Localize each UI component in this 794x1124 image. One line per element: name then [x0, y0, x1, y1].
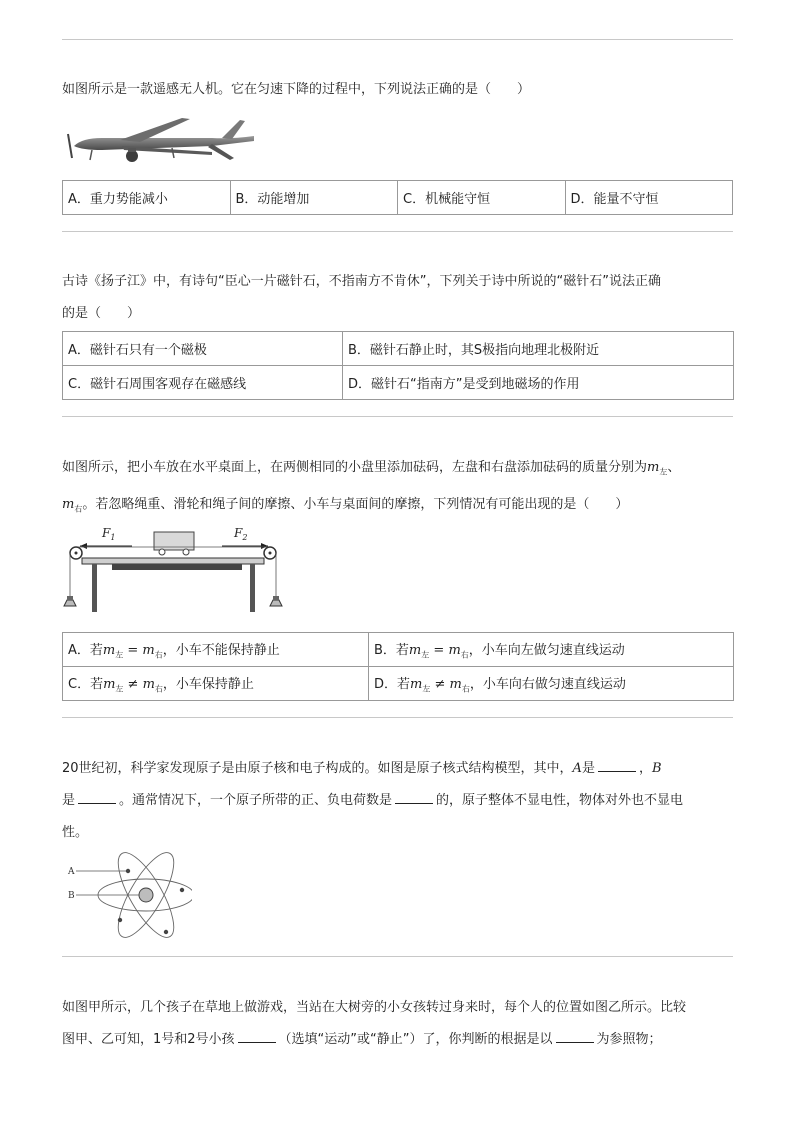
divider: [62, 717, 733, 718]
question-2-stem-line2: 的是（ ）: [62, 306, 141, 321]
question-2-options: [62, 331, 734, 400]
option-c[interactable]: C．磁针石周围客观存在磁感线: [63, 366, 343, 400]
question-2-stem: [62, 266, 734, 330]
force-label-f1: $F_1$: [102, 526, 116, 542]
question-2-stem-line1: 古诗《扬子江》中，有诗句“臣心一片磁针石，不指南方不肯休”，下列关于诗中所说的“磁针石”说法正确: [62, 274, 661, 289]
question-5-line2: 图甲、乙可知，1号和2号小孩 （选填“运动”或“静止”）了，你判断的根据是以 为参照物；: [62, 1024, 734, 1056]
divider: [62, 231, 733, 232]
question-3-stem-line1: 如图所示，把小车放在水平桌面上，在两侧相同的小盘里添加砝码，左盘和右盘添加砝码的质量分别为$m_左$、: [62, 460, 681, 477]
option-b[interactable]: B．动能增加: [230, 181, 398, 215]
option-b[interactable]: B．若$m_左 = m_右$，小车向左做匀速直线运动: [369, 633, 734, 667]
question-1-options: [62, 180, 733, 215]
atom-model-diagram: [62, 850, 192, 944]
option-c[interactable]: C．若$m_左 \ne m_右$，小车保持静止: [63, 667, 369, 701]
option-a[interactable]: A．重力势能减小: [63, 181, 231, 215]
mass-right: $m_右$: [62, 496, 83, 514]
option-d[interactable]: D．能量不守恒: [565, 181, 733, 215]
divider: [62, 956, 733, 957]
option-d[interactable]: D．磁针石“指南方”是受到地磁场的作用: [343, 366, 734, 400]
blank-1[interactable]: [598, 757, 636, 772]
blank-2[interactable]: [78, 789, 116, 804]
atom-label-b: B: [68, 891, 75, 901]
question-1-stem: 如图所示是一款遥感无人机。它在匀速下降的过程中，下列说法正确的是（ ）: [62, 82, 531, 97]
question-5-line1: 如图甲所示，几个孩子在草地上做游戏，当站在大树旁的小女孩转过身来时，每个人的位置如图乙所示。比较: [62, 1000, 687, 1015]
question-3-options: [62, 632, 734, 701]
force-label-f2: $F_2$: [234, 526, 248, 542]
blank-3[interactable]: [395, 789, 433, 804]
question-4-line3: 性。: [62, 825, 89, 840]
divider: [62, 416, 733, 417]
option-b[interactable]: B．磁针石静止时，其S极指向地理北极附近: [343, 332, 734, 366]
divider: [62, 39, 733, 40]
question-4-line1: 20世纪初，科学家发现原子是由原子核和电子构成的。如图是原子核式结构模型，其中，A是 ，B: [62, 753, 734, 785]
drone-image: [62, 114, 262, 170]
atom-label-a: A: [68, 867, 75, 877]
pulley-cart-diagram: [62, 520, 288, 614]
question-4-line2: 是 。通常情况下，一个原子所带的正、负电荷数是 的，原子整体不显电性，物体对外也不显电: [62, 785, 734, 817]
mass-left: $m_左$: [647, 460, 668, 477]
blank-5[interactable]: [556, 1028, 594, 1043]
blank-4[interactable]: [238, 1028, 276, 1043]
option-c[interactable]: C．机械能守恒: [398, 181, 566, 215]
question-3-stem: [62, 452, 734, 525]
question-4-stem: [62, 753, 734, 849]
option-a[interactable]: A．若$m_左 = m_右$，小车不能保持静止: [63, 633, 369, 667]
option-d[interactable]: D．若$m_左 \ne m_右$，小车向右做匀速直线运动: [369, 667, 734, 701]
question-5-stem: [62, 992, 734, 1056]
option-a[interactable]: A．磁针石只有一个磁极: [63, 332, 343, 366]
question-3-stem-line2: $m_右$。若忽略绳重、滑轮和绳子间的摩擦、小车与桌面间的摩擦，下列情况有可能出现的是（ ）: [62, 496, 629, 514]
